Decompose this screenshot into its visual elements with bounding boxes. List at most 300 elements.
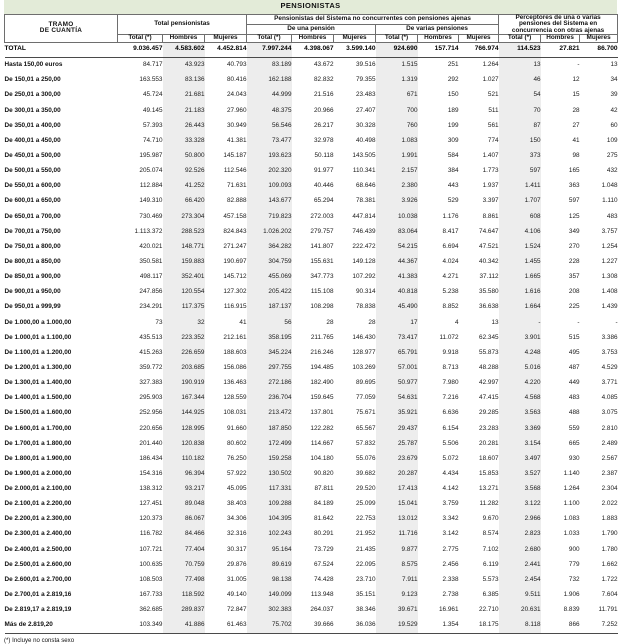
- table-row: [5, 239, 618, 254]
- cell-c0: 112.884: [139, 182, 163, 190]
- cell-c10: 1.906: [563, 591, 580, 599]
- cell-c0: 9.036.457: [133, 45, 163, 53]
- cell-c11: 432: [606, 167, 618, 175]
- header-group-total-pensionistas: Total pensionistas: [118, 15, 247, 35]
- cell-c2: 190.697: [223, 257, 247, 265]
- cell-c0: 327.383: [139, 379, 163, 387]
- cell-c4: 32.978: [313, 136, 334, 144]
- cell-c0: 100.635: [139, 560, 163, 568]
- table-row: [5, 345, 618, 360]
- cell-c2: 41: [239, 318, 247, 326]
- cell-c1: 128.995: [163, 421, 205, 436]
- table-row: [5, 512, 618, 527]
- cell-c9: 3.563: [499, 406, 541, 421]
- cell-c10: 779: [568, 560, 580, 568]
- cell-c11: 3.757: [601, 227, 618, 235]
- header-col-10: Hombres: [541, 35, 580, 42]
- cell-c5: 149.128: [352, 257, 376, 265]
- table-row: [5, 588, 618, 603]
- row-label: De 450,01 a 500,00: [4, 151, 61, 159]
- cell-c8: 20.281: [479, 439, 499, 447]
- cell-c10: 208: [568, 288, 580, 296]
- table-row: [5, 179, 618, 194]
- cell-c4: 347.773: [310, 273, 334, 281]
- cell-c9: 46: [499, 73, 541, 88]
- cell-c2: 145.187: [223, 151, 247, 159]
- cell-c10: 866: [541, 618, 580, 634]
- cell-c8: 1.264: [482, 61, 499, 69]
- cell-c6: 3.926: [376, 194, 418, 209]
- cell-c9: 4.220: [499, 376, 541, 391]
- cell-c7: 292: [447, 76, 459, 84]
- cell-c1: 92.526: [163, 164, 205, 179]
- cell-c5: 22.753: [355, 515, 376, 523]
- cell-c0: 247.856: [139, 288, 163, 296]
- cell-c7: 6.636: [442, 409, 459, 417]
- row-label: De 2.000,01 a 2.100,00: [4, 485, 72, 493]
- cell-c10: 98: [572, 151, 580, 159]
- cell-c6: 1.083: [376, 133, 418, 148]
- cell-c9: 3.568: [499, 482, 541, 497]
- row-label: De 2.500,01 a 2.600,00: [4, 560, 72, 568]
- cell-c7: 4.024: [442, 257, 459, 265]
- table-row: [5, 57, 618, 73]
- cell-c2: 156.086: [223, 363, 247, 371]
- cell-c0: 362.685: [139, 606, 163, 614]
- cell-c2: 45.095: [226, 485, 247, 493]
- cell-c1: 148.771: [163, 239, 205, 254]
- cell-c1: 43.923: [163, 57, 205, 73]
- cell-c0: 74.710: [142, 136, 163, 144]
- cell-c11: 3.771: [601, 379, 618, 387]
- cell-c7: 2.738: [442, 591, 459, 599]
- cell-c4: 67.524: [313, 560, 334, 568]
- cell-c7: 2.456: [442, 560, 459, 568]
- row-label: De 650,01 a 700,00: [4, 212, 61, 220]
- cell-c6: 40.818: [376, 285, 418, 300]
- cell-c9: 4.568: [499, 391, 541, 406]
- cell-c1: 289.837: [163, 603, 205, 618]
- header-col-3: Total (*): [247, 35, 292, 42]
- cell-c5: 23.710: [355, 575, 376, 583]
- cell-c0: 220.656: [139, 424, 163, 432]
- cell-c8: 74.647: [479, 227, 499, 235]
- cell-c6: 20.287: [376, 467, 418, 482]
- cell-c4: 182.490: [310, 379, 334, 387]
- cell-c6: 760: [376, 118, 418, 133]
- cell-c9: 2.823: [499, 527, 541, 542]
- table-row: [5, 149, 618, 164]
- cell-c7: 1.354: [418, 618, 459, 634]
- cell-c3: 149.099: [247, 588, 292, 603]
- cell-c4: 82.832: [313, 76, 334, 84]
- row-label: De 350,01 a 400,00: [4, 121, 61, 129]
- row-label: De 150,01 a 250,00: [4, 76, 61, 84]
- cell-c3: 89.619: [247, 557, 292, 572]
- cell-c11: 60: [610, 121, 618, 129]
- cell-c11: 1.439: [601, 303, 618, 311]
- cell-c6: 671: [376, 88, 418, 103]
- cell-c4: 4.398.067: [304, 45, 334, 53]
- table-row: [5, 224, 618, 239]
- table-row: [5, 285, 618, 300]
- cell-c3: 56.546: [247, 118, 292, 133]
- cell-c2: 212.161: [223, 333, 247, 341]
- cell-c7: 3.142: [442, 530, 459, 538]
- cell-c9: 1.665: [499, 270, 541, 285]
- table-row: [5, 467, 618, 482]
- row-label: De 2.819,17 a 2.819,19: [4, 606, 72, 614]
- cell-c0: 498.117: [139, 273, 163, 281]
- cell-c7: 5.072: [442, 454, 459, 462]
- cell-c5: 146.430: [352, 333, 376, 341]
- cell-c6: 7.911: [376, 573, 418, 588]
- cell-c4: 40.446: [313, 182, 334, 190]
- cell-c5: 222.472: [352, 242, 376, 250]
- cell-c0: 730.469: [139, 212, 163, 220]
- row-label: De 400,01 a 450,00: [4, 136, 61, 144]
- cell-c5: 78.838: [355, 303, 376, 311]
- cell-c1: 120.838: [163, 436, 205, 451]
- row-label: De 250,01 a 300,00: [4, 91, 61, 99]
- cell-c0: 163.553: [139, 76, 163, 84]
- cell-c10: 900: [568, 545, 580, 553]
- cell-c7: 2.775: [442, 545, 459, 553]
- cell-c5: 3.599.140: [346, 45, 376, 53]
- cell-c2: 145.712: [223, 273, 247, 281]
- cell-c8: 521: [487, 91, 499, 99]
- cell-c4: 65.294: [313, 197, 334, 205]
- cell-c4: 113.948: [310, 591, 334, 599]
- cell-c9: 114.523: [499, 42, 541, 57]
- cell-c11: 2.387: [601, 469, 618, 477]
- cell-c9: 8.118: [499, 618, 541, 634]
- row-label: De 1.300,01 a 1.400,00: [4, 379, 72, 387]
- cell-c9: 4.106: [499, 224, 541, 239]
- cell-c6: 17.413: [376, 482, 418, 497]
- cell-c6: 29.437: [376, 421, 418, 436]
- cell-c11: 3.753: [601, 348, 618, 356]
- cell-c8: 1.027: [482, 76, 499, 84]
- cell-c3: 719.823: [247, 209, 292, 224]
- cell-c10: 225: [568, 303, 580, 311]
- row-label: De 2.100,01 a 2.200,00: [4, 500, 72, 508]
- cell-c10: 665: [568, 439, 580, 447]
- cell-c0: 195.987: [139, 151, 163, 159]
- header-subgroup-de-una-pension: De una pensión: [247, 25, 376, 35]
- cell-c9: 1.524: [499, 239, 541, 254]
- cell-c2: 40.793: [226, 61, 247, 69]
- table-row-total: [5, 42, 618, 57]
- cell-c3: 1.026.202: [247, 224, 292, 239]
- cell-c7: 8.713: [442, 363, 459, 371]
- cell-c11: 2.567: [601, 454, 618, 462]
- cell-c8: 8.861: [482, 212, 499, 220]
- cell-c11: 109: [606, 136, 618, 144]
- cell-c5: 128.977: [352, 348, 376, 356]
- cell-c10: 228: [568, 257, 580, 265]
- cell-c4: 141.807: [310, 242, 334, 250]
- cell-c9: -: [499, 315, 541, 330]
- cell-c10: 165: [568, 167, 580, 175]
- cell-c6: 35.921: [376, 406, 418, 421]
- cell-c0: 201.440: [139, 439, 163, 447]
- cell-c1: 93.217: [163, 482, 205, 497]
- cell-c10: 363: [568, 182, 580, 190]
- cell-c8: 1.773: [482, 167, 499, 175]
- cell-c6: 2.380: [376, 179, 418, 194]
- cell-c5: 65.567: [355, 424, 376, 432]
- row-label: De 1.900,01 a 2.000,00: [4, 469, 72, 477]
- cell-c9: 608: [499, 209, 541, 224]
- cell-c3: 272.186: [247, 376, 292, 391]
- table-row: [5, 436, 618, 451]
- cell-c7: 11.072: [439, 333, 459, 341]
- cell-c10: 515: [568, 333, 580, 341]
- table-row: [5, 330, 618, 345]
- cell-c3: 98.138: [247, 573, 292, 588]
- cell-c0: 127.451: [139, 500, 163, 508]
- table-row: [5, 270, 618, 285]
- table-header: [5, 15, 618, 43]
- row-label: TOTAL: [4, 45, 26, 53]
- cell-c4: 73.729: [313, 545, 334, 553]
- cell-c2: 49.140: [226, 591, 247, 599]
- cell-c1: 50.800: [163, 149, 205, 164]
- cell-c0: 205.074: [139, 167, 163, 175]
- cell-c0: 1.113.372: [134, 227, 163, 235]
- cell-c0: 435.513: [139, 333, 163, 341]
- cell-c9: 13: [499, 57, 541, 73]
- cell-c6: 13.012: [376, 512, 418, 527]
- row-label: De 1.500,01 a 1.600,00: [4, 409, 72, 417]
- cell-c7: 6.154: [442, 424, 459, 432]
- cell-c6: 39.671: [376, 603, 418, 618]
- cell-c8: 29.285: [479, 409, 499, 417]
- cell-c4: 194.485: [310, 363, 334, 371]
- cell-c1: 144.925: [163, 406, 205, 421]
- cell-c0: 359.772: [139, 363, 163, 371]
- cell-c0: 73: [155, 318, 163, 326]
- cell-c6: 9.877: [376, 542, 418, 557]
- header-col-2: Mujeres: [205, 35, 247, 42]
- cell-c6: 11.716: [376, 527, 418, 542]
- cell-c11: 1.662: [601, 560, 618, 568]
- cell-c0: 420.021: [139, 242, 163, 250]
- table-row: [5, 300, 618, 315]
- cell-c6: 44.367: [376, 255, 418, 270]
- row-label: De 600,01 a 650,00: [4, 197, 61, 205]
- cell-c9: 3.154: [499, 436, 541, 451]
- cell-c5: 39.682: [355, 469, 376, 477]
- cell-c6: 25.787: [376, 436, 418, 451]
- cell-c9: 3.122: [499, 497, 541, 512]
- cell-c7: 199: [447, 121, 459, 129]
- cell-c1: 110.182: [163, 451, 205, 466]
- cell-c0: 415.263: [139, 348, 163, 356]
- cell-c1: 83.136: [163, 73, 205, 88]
- cell-c7: 384: [447, 167, 459, 175]
- cell-c6: 54.631: [376, 391, 418, 406]
- cell-c10: 28: [572, 106, 580, 114]
- cell-c9: 3.527: [499, 467, 541, 482]
- cell-c11: 1.790: [601, 530, 618, 538]
- cell-c2: 32.316: [226, 530, 247, 538]
- cell-c0: 350.581: [139, 257, 163, 265]
- cell-c11: 13: [610, 61, 618, 69]
- cell-c9: 3.901: [499, 330, 541, 345]
- cell-c9: 2.454: [499, 573, 541, 588]
- cell-c6: 19.529: [376, 618, 418, 634]
- table-row: [5, 451, 618, 466]
- cell-c5: 40.498: [355, 136, 376, 144]
- header-col-8: Mujeres: [459, 35, 499, 42]
- cell-c1: 288.523: [163, 224, 205, 239]
- cell-c9: 87: [499, 118, 541, 133]
- cell-c5: 23.483: [355, 91, 376, 99]
- cell-c9: 1.455: [499, 255, 541, 270]
- cell-c3: 455.069: [247, 270, 292, 285]
- cell-c8: 47.415: [479, 394, 499, 402]
- cell-c0: 84.717: [142, 61, 163, 69]
- cell-c10: 1.100: [563, 500, 580, 508]
- table-row: [5, 391, 618, 406]
- cell-c0: 45.724: [142, 91, 163, 99]
- cell-c11: 86.700: [597, 45, 618, 53]
- cell-c2: 188.603: [223, 348, 247, 356]
- table-row: [5, 557, 618, 572]
- cell-c2: 271.247: [223, 242, 247, 250]
- cell-c9: 70: [499, 103, 541, 118]
- cell-c3: 172.499: [247, 436, 292, 451]
- cell-c4: 159.645: [310, 394, 334, 402]
- cell-c6: 700: [376, 103, 418, 118]
- cell-c8: 55.873: [479, 348, 499, 356]
- cell-c7: 309: [447, 136, 459, 144]
- cell-c8: 42.997: [479, 379, 499, 387]
- cell-c9: 1.411: [499, 179, 541, 194]
- cell-c5: 35.151: [355, 591, 376, 599]
- row-label: De 1.600,01 a 1.700,00: [4, 424, 72, 432]
- cell-c7: 150: [447, 91, 459, 99]
- cell-c6: 83.064: [376, 224, 418, 239]
- cell-c4: 80.291: [313, 530, 334, 538]
- cell-c7: 3.342: [442, 515, 459, 523]
- cell-c7: 4: [454, 318, 459, 326]
- cell-c11: 4.529: [601, 363, 618, 371]
- cell-c7: 9.918: [442, 348, 459, 356]
- cell-c7: 4.434: [442, 469, 459, 477]
- cell-c8: 561: [487, 121, 499, 129]
- table-row: [5, 73, 618, 88]
- row-label: De 2.200,01 a 2.300,00: [4, 515, 72, 523]
- cell-c3: 297.755: [247, 361, 292, 376]
- table-row: [5, 103, 618, 118]
- cell-c6: 2.157: [376, 164, 418, 179]
- cell-c5: 79.355: [355, 76, 376, 84]
- cell-c5: 21.952: [355, 530, 376, 538]
- cell-c5: 30.328: [355, 121, 376, 129]
- cell-c5: 57.832: [355, 439, 376, 447]
- cell-c3: 304.759: [247, 255, 292, 270]
- cell-c1: 84.466: [163, 527, 205, 542]
- cell-c6: 15.041: [376, 497, 418, 512]
- cell-c11: 1.883: [601, 515, 618, 523]
- cell-c3: 162.188: [247, 73, 292, 88]
- cell-c9: 2.966: [499, 512, 541, 527]
- cell-c8: 13: [491, 318, 499, 326]
- cell-c2: 76.250: [226, 454, 247, 462]
- cell-c11: 34: [610, 76, 618, 84]
- cell-c1: 190.919: [163, 376, 205, 391]
- cell-c5: 78.381: [355, 197, 376, 205]
- cell-c1: 223.352: [163, 330, 205, 345]
- cell-c0: 49.145: [142, 106, 163, 114]
- cell-c0: 120.373: [139, 515, 163, 523]
- cell-c7: 4.142: [442, 485, 459, 493]
- cell-c1: 273.304: [163, 209, 205, 224]
- cell-c5: 746.439: [352, 227, 376, 235]
- cell-c3: 75.702: [247, 618, 292, 634]
- cell-c11: 11.791: [598, 606, 618, 614]
- cell-c5: 90.314: [355, 288, 376, 296]
- cell-c0: 108.503: [139, 575, 163, 583]
- cell-c1: 66.420: [163, 194, 205, 209]
- cell-c9: 4.248: [499, 345, 541, 360]
- row-label: De 1.700,01 a 1.800,00: [4, 439, 72, 447]
- cell-c11: 1.780: [601, 545, 618, 553]
- cell-c8: 23.283: [479, 424, 499, 432]
- cell-c11: 1.227: [601, 257, 618, 265]
- cell-c3: 143.677: [247, 194, 292, 209]
- cell-c2: 30.949: [226, 121, 247, 129]
- cell-c10: 357: [568, 273, 580, 281]
- cell-c2: 112.546: [223, 167, 247, 175]
- cell-c4: 264.037: [310, 606, 334, 614]
- table-row: [5, 376, 618, 391]
- cell-c7: 8.852: [442, 303, 459, 311]
- cell-c1: 70.759: [163, 557, 205, 572]
- row-label: De 1.200,01 a 1.300,00: [4, 363, 72, 371]
- cell-c2: 80.602: [226, 439, 247, 447]
- cell-c11: 7.604: [601, 591, 618, 599]
- row-label: De 1.100,01 a 1.200,00: [4, 348, 72, 356]
- header-tramo-de-cuantia: [5, 15, 118, 43]
- cell-c3: 159.258: [247, 451, 292, 466]
- cell-c8: 47.521: [479, 242, 499, 250]
- header-subgroup-de-varias-pensiones: De varias pensiones: [376, 25, 499, 35]
- cell-c9: 9.511: [499, 588, 541, 603]
- cell-c0: 149.310: [139, 197, 163, 205]
- cell-c2: 29.876: [226, 560, 247, 568]
- cell-c9: 1.707: [499, 194, 541, 209]
- row-label: De 2.700,01 a 2.819,16: [4, 591, 72, 599]
- cell-c10: 41: [572, 136, 580, 144]
- cell-c8: 48.288: [479, 363, 499, 371]
- cell-c8: 6.119: [483, 560, 499, 568]
- cell-c8: 62.345: [479, 333, 499, 341]
- header-col-0: Total (*): [118, 35, 163, 42]
- cell-c10: 27.821: [559, 45, 580, 53]
- cell-c2: 80.416: [226, 76, 247, 84]
- cell-c10: -: [577, 61, 580, 69]
- cell-c4: 50.118: [314, 151, 334, 159]
- cell-c6: 17: [376, 315, 418, 330]
- cell-c1: 203.685: [163, 361, 205, 376]
- header-col-6: Total (*): [376, 35, 418, 42]
- page-banner: [4, 0, 617, 14]
- cell-c1: 86.067: [163, 512, 205, 527]
